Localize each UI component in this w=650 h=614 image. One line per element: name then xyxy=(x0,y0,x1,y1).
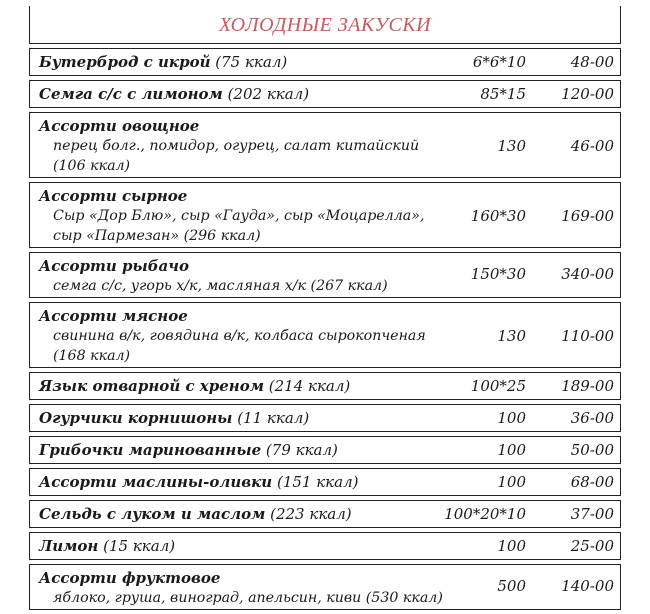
menu-item-title: Грибочки маринованные xyxy=(39,441,262,459)
menu-item-name xyxy=(39,569,220,587)
menu-item-price: 36-00 xyxy=(570,409,614,427)
menu-item-price: 46-00 xyxy=(570,137,614,155)
section-title: ХОЛОДНЫЕ ЗАКУСКИ xyxy=(29,6,621,44)
menu-item xyxy=(29,80,621,108)
menu-item-name xyxy=(39,85,309,103)
menu-item-kcal: (79 ккал) xyxy=(261,441,338,459)
menu-item-weight: 130 xyxy=(497,327,526,345)
menu-item-weight: 100 xyxy=(497,537,526,555)
menu-item xyxy=(29,372,621,400)
menu-item xyxy=(29,182,621,248)
menu-item-kcal: (214 ккал) xyxy=(263,377,351,395)
menu-page xyxy=(29,6,621,606)
menu-item-kcal: (15 ккал) xyxy=(98,537,176,555)
menu-item-kcal: (151 ккал) xyxy=(272,473,359,491)
menu-item-name xyxy=(39,409,309,427)
menu-item-description: свинина в/к, говядина в/к, колбаса сырокопченая xyxy=(53,328,426,344)
menu-item xyxy=(29,302,621,368)
menu-item-title: Язык отварной с хреном xyxy=(39,377,264,395)
menu-item-weight: 160*30 xyxy=(470,207,526,225)
menu-item-price: 169-00 xyxy=(561,207,614,225)
menu-item-weight: 150*30 xyxy=(470,265,526,283)
menu-item-title: Бутерброд с икрой xyxy=(39,53,211,71)
menu-item-price: 68-00 xyxy=(570,473,614,491)
menu-item-description: перец болг., помидор, огурец, салат китайский xyxy=(53,138,420,154)
menu-item-price: 37-00 xyxy=(570,505,614,523)
menu-item-name xyxy=(39,187,187,205)
menu-item-title: Лимон xyxy=(39,537,99,555)
menu-item-kcal: (223 ккал) xyxy=(265,505,352,523)
menu-item-weight: 100 xyxy=(497,441,526,459)
menu-item-title: Семга с/с с лимоном xyxy=(39,85,223,103)
menu-item xyxy=(29,564,621,610)
menu-item-title: Огурчики корнишоны xyxy=(39,409,233,427)
menu-item-title: Ассорти сырное xyxy=(39,187,188,205)
menu-item-weight: 130 xyxy=(497,137,526,155)
menu-item-kcal: (11 ккал) xyxy=(232,409,310,427)
menu-item-title: Сельдь с луком и маслом xyxy=(39,505,266,523)
menu-item-weight: 100 xyxy=(497,473,526,491)
menu-item-title: Ассорти мясное xyxy=(39,307,188,325)
menu-item-description: семга с/с, угорь х/к, масляная х/к (267 ккал) xyxy=(53,278,388,294)
menu-item xyxy=(29,252,621,298)
menu-item-kcal: (75 ккал) xyxy=(210,53,288,71)
menu-item-price: 110-00 xyxy=(561,327,614,345)
menu-item-name xyxy=(39,505,352,523)
menu-item-title: Ассорти овощное xyxy=(39,117,200,135)
menu-item-name xyxy=(39,473,358,491)
menu-item xyxy=(29,532,621,560)
menu-item-weight: 100*20*10 xyxy=(444,505,526,523)
menu-item-weight: 100 xyxy=(497,409,526,427)
menu-item xyxy=(29,468,621,496)
menu-item-description: Сыр «Дор Блю», сыр «Гауда», сыр «Моцарелла», xyxy=(53,208,425,224)
menu-item-name xyxy=(39,441,338,459)
menu-item-weight: 100*25 xyxy=(470,377,526,395)
menu-item xyxy=(29,112,621,178)
menu-item xyxy=(29,404,621,432)
menu-item-name xyxy=(39,117,199,135)
menu-item-kcal: (202 ккал) xyxy=(222,85,310,103)
menu-item-name xyxy=(39,537,175,555)
menu-item-description: (168 ккал) xyxy=(53,348,131,364)
menu-item-price: 140-00 xyxy=(561,577,614,595)
menu-list xyxy=(29,48,621,614)
menu-item-name xyxy=(39,377,350,395)
menu-item-weight: 6*6*10 xyxy=(472,53,526,71)
menu-item-description: сыр «Пармезан» (296 ккал) xyxy=(53,228,261,244)
menu-item-price: 340-00 xyxy=(561,265,614,283)
menu-item-name xyxy=(39,257,189,275)
menu-item-title: Ассорти рыбачо xyxy=(39,257,190,275)
menu-item-price: 120-00 xyxy=(561,85,614,103)
menu-item xyxy=(29,48,621,76)
menu-item-price: 189-00 xyxy=(561,377,614,395)
menu-item-name xyxy=(39,53,287,71)
menu-item-title: Ассорти маслины-оливки xyxy=(39,473,273,491)
menu-item-price: 50-00 xyxy=(570,441,614,459)
menu-item-price: 25-00 xyxy=(570,537,614,555)
menu-item-description: (106 ккал) xyxy=(53,158,131,174)
menu-item-description: яблоко, груша, виноград, апельсин, киви (530 ккал) xyxy=(53,590,443,606)
menu-item-title: Ассорти фруктовое xyxy=(39,569,221,587)
menu-item xyxy=(29,436,621,464)
menu-item-price: 48-00 xyxy=(570,53,614,71)
menu-item-weight: 500 xyxy=(497,577,526,595)
menu-item-name xyxy=(39,307,188,325)
menu-item xyxy=(29,500,621,528)
menu-item-weight: 85*15 xyxy=(480,85,526,103)
